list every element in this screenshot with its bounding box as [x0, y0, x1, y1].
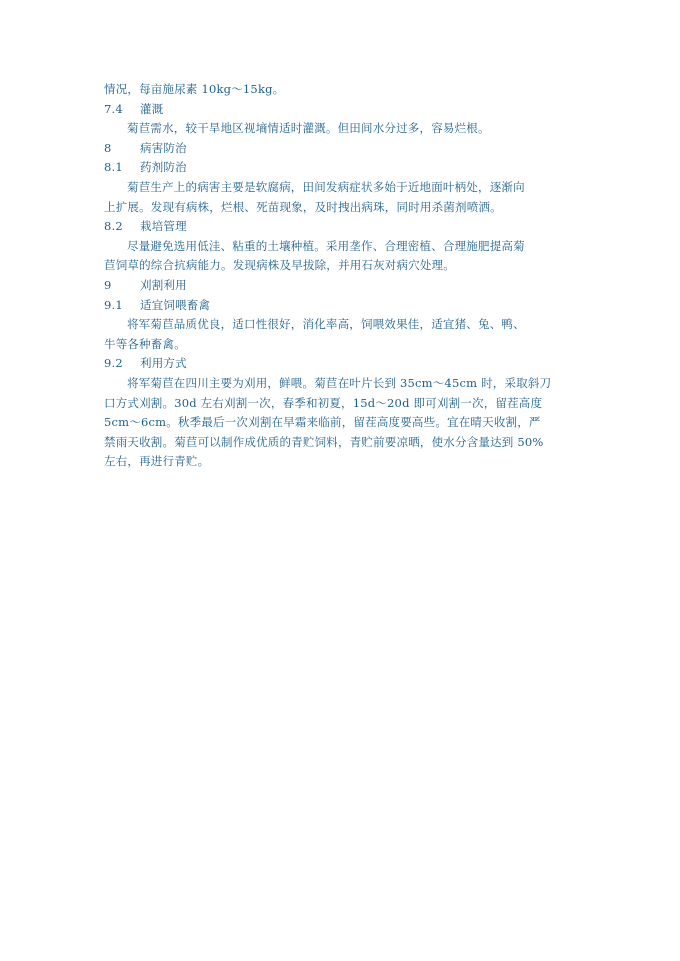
section-heading [104, 354, 582, 374]
paragraph-first-line: 尽量避免选用低洼、粘重的土壤种植。采用垄作、合理密植、合理施肥提高菊 [127, 238, 525, 253]
text-line: 口方式刈割。30d 左右刈割一次，春季和初夏，15d～20d 即可刈割一次，留茬高度 [104, 395, 543, 410]
section-title: 病害防治 [140, 140, 187, 155]
section-heading [104, 158, 582, 178]
text-line: 5cm～6cm。秋季最后一次刈割在早霜来临前，留茬高度要高些。宜在晴天收割，严 [104, 415, 541, 430]
section-number: 9 [104, 277, 112, 292]
section-title: 灌溉 [140, 101, 164, 116]
section-heading [104, 100, 582, 120]
paragraph-first-line: 菊苣需水，较干旱地区视墒情适时灌溉。但田间水分过多，容易烂根。 [127, 121, 490, 136]
section-number: 8.2 [104, 219, 123, 234]
section-number: 8 [104, 140, 112, 155]
document-body [104, 80, 582, 472]
text-line: 禁雨天收割。菊苣可以制作成优质的青贮饲料，青贮前要凉晒，使水分含量达到 50% [104, 434, 544, 449]
section-title: 药剂防治 [140, 160, 187, 175]
text-line: 上扩展。发现有病株，烂根、死苗现象，及时拽出病珠，同时用杀菌剂喷洒。 [104, 199, 502, 214]
section-heading [104, 276, 582, 296]
section-title: 利用方式 [140, 356, 187, 371]
section-number: 7.4 [104, 101, 123, 116]
section-heading [104, 217, 582, 237]
text-line: 左右，再进行青贮。 [104, 454, 210, 469]
section-heading [104, 139, 582, 159]
paragraph-first-line: 菊苣生产上的病害主要是软腐病，田间发病症状多始于近地面叶柄处，逐渐向 [127, 179, 525, 194]
text-line: 苣饲草的综合抗病能力。发现病株及早拔除，并用石灰对病穴处理。 [104, 258, 455, 273]
section-number: 9.2 [104, 356, 123, 371]
text-line: 情况，每亩施尿素 10kg～15kg。 [104, 82, 285, 96]
text-line: 牛等各种畜禽。 [104, 336, 186, 351]
section-title: 适宜饲喂畜禽 [140, 297, 211, 312]
section-number: 9.1 [104, 297, 123, 312]
section-title: 栽培管理 [140, 219, 187, 234]
section-title: 刈割利用 [140, 277, 187, 292]
section-number: 8.1 [104, 160, 123, 175]
paragraph-first-line: 将军菊苣在四川主要为刈用，鲜喂。菊苣在叶片长到 35cm～45cm 时，采取斜刀 [127, 375, 552, 390]
paragraph-first-line: 将军菊苣品质优良，适口性很好，消化率高，饲喂效果佳，适宜猪、兔、鸭、 [127, 317, 525, 332]
section-heading [104, 296, 582, 316]
